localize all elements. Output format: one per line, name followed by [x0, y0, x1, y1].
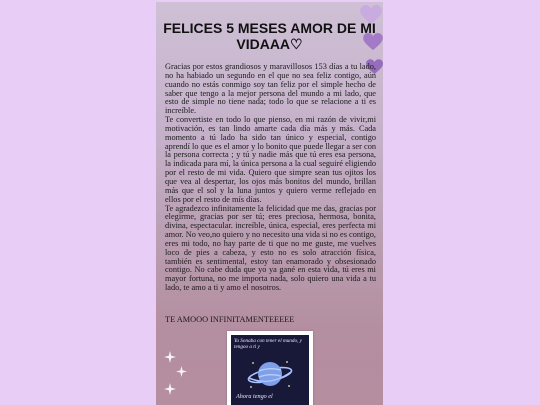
paragraph: Te convertiste en todo lo que pienso, en mi razón de vivir,mi motivación, es tan lindo amarte cada día más y más. Cada momento a tú lado ha sido tan único y especial, contigo aprendí lo que es el amor y lo bonito que puede llegar a ser con la persona correcta ; y tú y nadie más que tú eres esa persona, la indicada para mí, la única persona a la cual seguiré eligiendo por el resto de mi vida. Quiero que simpre sean tus ojitos los que vea al despertar, los ojos más bonitos del mundo, brillan más que el sol y la luna juntos y quiero verme reflejado en ellos por el resto de mís días. — [165, 115, 376, 204]
image-caption-bottom: Ahora tengo el — [236, 393, 273, 400]
sparkle-icon — [164, 383, 176, 395]
post-title: FELICES 5 MESES AMOR DE MI VIDAAA♡ — [163, 20, 376, 52]
sparkle-icon — [164, 351, 176, 363]
sparkle-icon — [176, 366, 187, 377]
love-letter-card — [156, 2, 383, 405]
image-caption-top: Ya Sonaba con tener el mundo, y tengoo a ti y — [234, 338, 302, 350]
paragraph: Te agradezco infinitamente la felicidad que me das, gracias por elegirme, gracias por ser tú; eres preciosa, hermosa, bonita, divina, espectacular. increíble, única, especial, eres perfecta mi amor. No veo,no quiero y no necesito una vida si no es contigo, eres mi todo, no hay parte de ti que no me guste, me vuelves loco de pies a cabeza, y esto no es solo atracción física, también es sentimental, estoy tan enamorado y obsesionado contigo. No cabe duda que yo ya gané en esta vida, tú eres mi mayor fortuna, no me importa nada, solo quiero una vida a tu lado, te amo a ti y amo el nosotros. — [165, 203, 376, 293]
signoff-text: TE AMOOO INFINITAMENTEEEEE — [165, 315, 295, 324]
paragraph: Gracias por estos grandiosos y maravillosos 153 días a tu lado, no ha habiado un segundo en el que no sea feliz contigo, aún cuando no estás conmigo soy tan feliz por el simple hecho de saber que tengo a la mejor persona del mundo a mi lado, que esto de simple no tiene nada; todo lo que se relacione a ti es increíble. — [165, 62, 376, 116]
planet-icon — [247, 357, 293, 391]
letter-body — [165, 63, 376, 293]
planet-illustration — [231, 335, 309, 405]
post-image — [227, 331, 313, 405]
